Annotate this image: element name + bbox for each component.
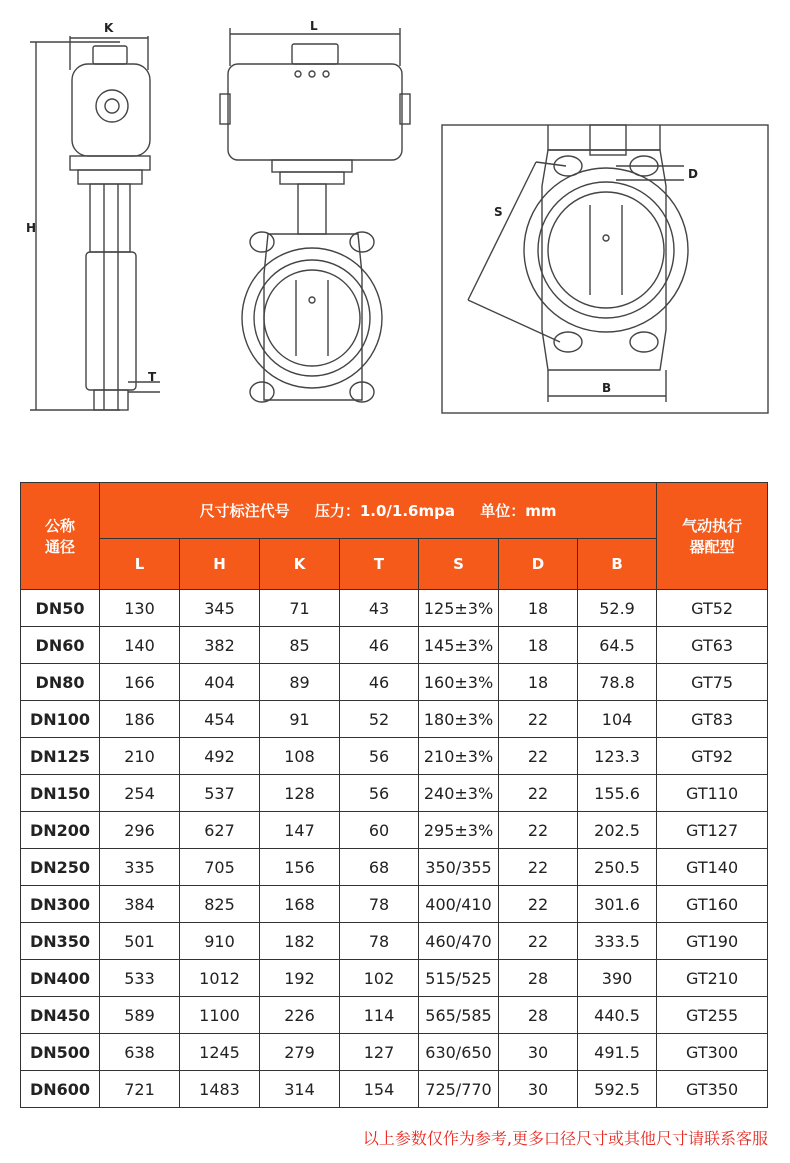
- cell-s: 350/355: [419, 849, 499, 886]
- cell-d: 22: [499, 738, 578, 775]
- cell-l: 186: [100, 701, 180, 738]
- cell-k: 314: [260, 1071, 340, 1108]
- cell-dn: DN400: [21, 960, 100, 997]
- cell-dn: DN250: [21, 849, 100, 886]
- cell-l: 533: [100, 960, 180, 997]
- table-row: [21, 886, 768, 923]
- cell-dn: DN100: [21, 701, 100, 738]
- cell-b: 155.6: [578, 775, 657, 812]
- cell-actuator: GT160: [657, 886, 768, 923]
- cell-t: 60: [340, 812, 419, 849]
- cell-s: 145±3%: [419, 627, 499, 664]
- cell-s: 125±3%: [419, 590, 499, 627]
- cell-t: 56: [340, 738, 419, 775]
- cell-h: 1245: [180, 1034, 260, 1071]
- pressure-label: 压力：1.0/1.6mpa: [314, 502, 455, 520]
- cell-d: 18: [499, 590, 578, 627]
- table-row: [21, 590, 768, 627]
- cell-dn: DN200: [21, 812, 100, 849]
- table-row: [21, 1071, 768, 1108]
- cell-b: 301.6: [578, 886, 657, 923]
- dimension-title: 尺寸标注代号: [199, 502, 290, 520]
- table-row: [21, 849, 768, 886]
- cell-l: 335: [100, 849, 180, 886]
- cell-k: 128: [260, 775, 340, 812]
- cell-s: 460/470: [419, 923, 499, 960]
- cell-h: 1100: [180, 997, 260, 1034]
- cell-actuator: GT255: [657, 997, 768, 1034]
- cell-actuator: GT210: [657, 960, 768, 997]
- cell-b: 78.8: [578, 664, 657, 701]
- cell-t: 78: [340, 923, 419, 960]
- cell-d: 28: [499, 960, 578, 997]
- cell-dn: DN450: [21, 997, 100, 1034]
- cell-b: 64.5: [578, 627, 657, 664]
- cell-b: 250.5: [578, 849, 657, 886]
- cell-actuator: GT127: [657, 812, 768, 849]
- valve-drawings: [0, 0, 790, 440]
- cell-dn: DN60: [21, 627, 100, 664]
- cell-h: 454: [180, 701, 260, 738]
- column-header-l: L: [100, 539, 180, 590]
- cell-b: 123.3: [578, 738, 657, 775]
- cell-l: 296: [100, 812, 180, 849]
- cell-d: 18: [499, 627, 578, 664]
- dim-label-h: H: [26, 221, 37, 235]
- cell-k: 226: [260, 997, 340, 1034]
- cell-s: 515/525: [419, 960, 499, 997]
- cell-k: 85: [260, 627, 340, 664]
- cell-b: 592.5: [578, 1071, 657, 1108]
- face-view-drawing: [442, 125, 768, 413]
- cell-s: 295±3%: [419, 812, 499, 849]
- table-row: [21, 1034, 768, 1071]
- cell-k: 108: [260, 738, 340, 775]
- cell-t: 68: [340, 849, 419, 886]
- cell-dn: DN150: [21, 775, 100, 812]
- cell-actuator: GT110: [657, 775, 768, 812]
- cell-dn: DN80: [21, 664, 100, 701]
- cell-t: 114: [340, 997, 419, 1034]
- cell-t: 154: [340, 1071, 419, 1108]
- dimension-group-header: [100, 483, 657, 539]
- cell-h: 825: [180, 886, 260, 923]
- cell-k: 71: [260, 590, 340, 627]
- footer-note: 以上参数仅作为参考,更多口径尺寸或其他尺寸请联系客服: [362, 1129, 768, 1148]
- cell-k: 279: [260, 1034, 340, 1071]
- cell-k: 91: [260, 701, 340, 738]
- cell-h: 404: [180, 664, 260, 701]
- cell-k: 182: [260, 923, 340, 960]
- cell-h: 705: [180, 849, 260, 886]
- cell-s: 180±3%: [419, 701, 499, 738]
- cell-b: 491.5: [578, 1034, 657, 1071]
- spec-table-body: [21, 590, 768, 1108]
- table-row: [21, 960, 768, 997]
- cell-d: 22: [499, 812, 578, 849]
- cell-t: 78: [340, 886, 419, 923]
- actuator-header: 气动执行 器配型: [657, 483, 768, 590]
- table-row: [21, 664, 768, 701]
- table-row: [21, 738, 768, 775]
- cell-actuator: GT52: [657, 590, 768, 627]
- dim-label-k: K: [104, 21, 114, 35]
- column-header-s: S: [419, 539, 499, 590]
- dim-label-l: L: [310, 19, 318, 33]
- cell-l: 130: [100, 590, 180, 627]
- column-header-k: K: [260, 539, 340, 590]
- cell-t: 43: [340, 590, 419, 627]
- cell-d: 22: [499, 923, 578, 960]
- cell-b: 202.5: [578, 812, 657, 849]
- dim-label-b: B: [602, 381, 612, 395]
- cell-dn: DN600: [21, 1071, 100, 1108]
- cell-k: 192: [260, 960, 340, 997]
- cell-s: 565/585: [419, 997, 499, 1034]
- cell-h: 492: [180, 738, 260, 775]
- cell-b: 440.5: [578, 997, 657, 1034]
- cell-actuator: GT300: [657, 1034, 768, 1071]
- cell-h: 910: [180, 923, 260, 960]
- cell-s: 160±3%: [419, 664, 499, 701]
- unit-label: 单位：mm: [480, 502, 557, 520]
- cell-l: 210: [100, 738, 180, 775]
- cell-d: 22: [499, 775, 578, 812]
- cell-b: 390: [578, 960, 657, 997]
- cell-l: 140: [100, 627, 180, 664]
- cell-l: 589: [100, 997, 180, 1034]
- cell-k: 89: [260, 664, 340, 701]
- cell-k: 147: [260, 812, 340, 849]
- cell-h: 537: [180, 775, 260, 812]
- cell-b: 52.9: [578, 590, 657, 627]
- cell-h: 345: [180, 590, 260, 627]
- cell-k: 168: [260, 886, 340, 923]
- cell-l: 166: [100, 664, 180, 701]
- cell-l: 721: [100, 1071, 180, 1108]
- cell-d: 18: [499, 664, 578, 701]
- dim-label-d: D: [688, 167, 698, 181]
- nominal-diameter-header: 公称 通径: [21, 483, 100, 590]
- cell-l: 254: [100, 775, 180, 812]
- cell-dn: DN500: [21, 1034, 100, 1071]
- table-row: [21, 923, 768, 960]
- cell-dn: DN350: [21, 923, 100, 960]
- cell-d: 22: [499, 849, 578, 886]
- cell-d: 22: [499, 701, 578, 738]
- column-header-h: H: [180, 539, 260, 590]
- cell-dn: DN50: [21, 590, 100, 627]
- column-header-d: D: [499, 539, 578, 590]
- cell-t: 46: [340, 664, 419, 701]
- cell-actuator: GT63: [657, 627, 768, 664]
- cell-t: 127: [340, 1034, 419, 1071]
- cell-s: 725/770: [419, 1071, 499, 1108]
- cell-actuator: GT140: [657, 849, 768, 886]
- cell-d: 22: [499, 886, 578, 923]
- cell-d: 28: [499, 997, 578, 1034]
- cell-h: 382: [180, 627, 260, 664]
- cell-actuator: GT75: [657, 664, 768, 701]
- cell-actuator: GT92: [657, 738, 768, 775]
- cell-d: 30: [499, 1034, 578, 1071]
- table-row: [21, 701, 768, 738]
- cell-h: 1012: [180, 960, 260, 997]
- cell-dn: DN125: [21, 738, 100, 775]
- column-header-b: B: [578, 539, 657, 590]
- table-row: [21, 812, 768, 849]
- cell-actuator: GT190: [657, 923, 768, 960]
- cell-l: 501: [100, 923, 180, 960]
- cell-k: 156: [260, 849, 340, 886]
- cell-s: 240±3%: [419, 775, 499, 812]
- cell-b: 333.5: [578, 923, 657, 960]
- cell-l: 638: [100, 1034, 180, 1071]
- cell-d: 30: [499, 1071, 578, 1108]
- cell-b: 104: [578, 701, 657, 738]
- cell-s: 400/410: [419, 886, 499, 923]
- cell-s: 210±3%: [419, 738, 499, 775]
- dim-label-t: T: [148, 370, 157, 384]
- table-row: [21, 775, 768, 812]
- cell-h: 1483: [180, 1071, 260, 1108]
- cell-l: 384: [100, 886, 180, 923]
- side-view-drawing: [30, 36, 160, 410]
- spec-table: [20, 482, 768, 1108]
- cell-s: 630/650: [419, 1034, 499, 1071]
- table-row: [21, 627, 768, 664]
- cell-dn: DN300: [21, 886, 100, 923]
- cell-t: 52: [340, 701, 419, 738]
- column-header-row: [21, 539, 768, 590]
- cell-t: 46: [340, 627, 419, 664]
- cell-h: 627: [180, 812, 260, 849]
- column-header-t: T: [340, 539, 419, 590]
- front-view-drawing: [220, 28, 410, 402]
- cell-actuator: GT350: [657, 1071, 768, 1108]
- cell-actuator: GT83: [657, 701, 768, 738]
- dim-label-s: S: [494, 205, 503, 219]
- cell-t: 56: [340, 775, 419, 812]
- cell-t: 102: [340, 960, 419, 997]
- table-row: [21, 997, 768, 1034]
